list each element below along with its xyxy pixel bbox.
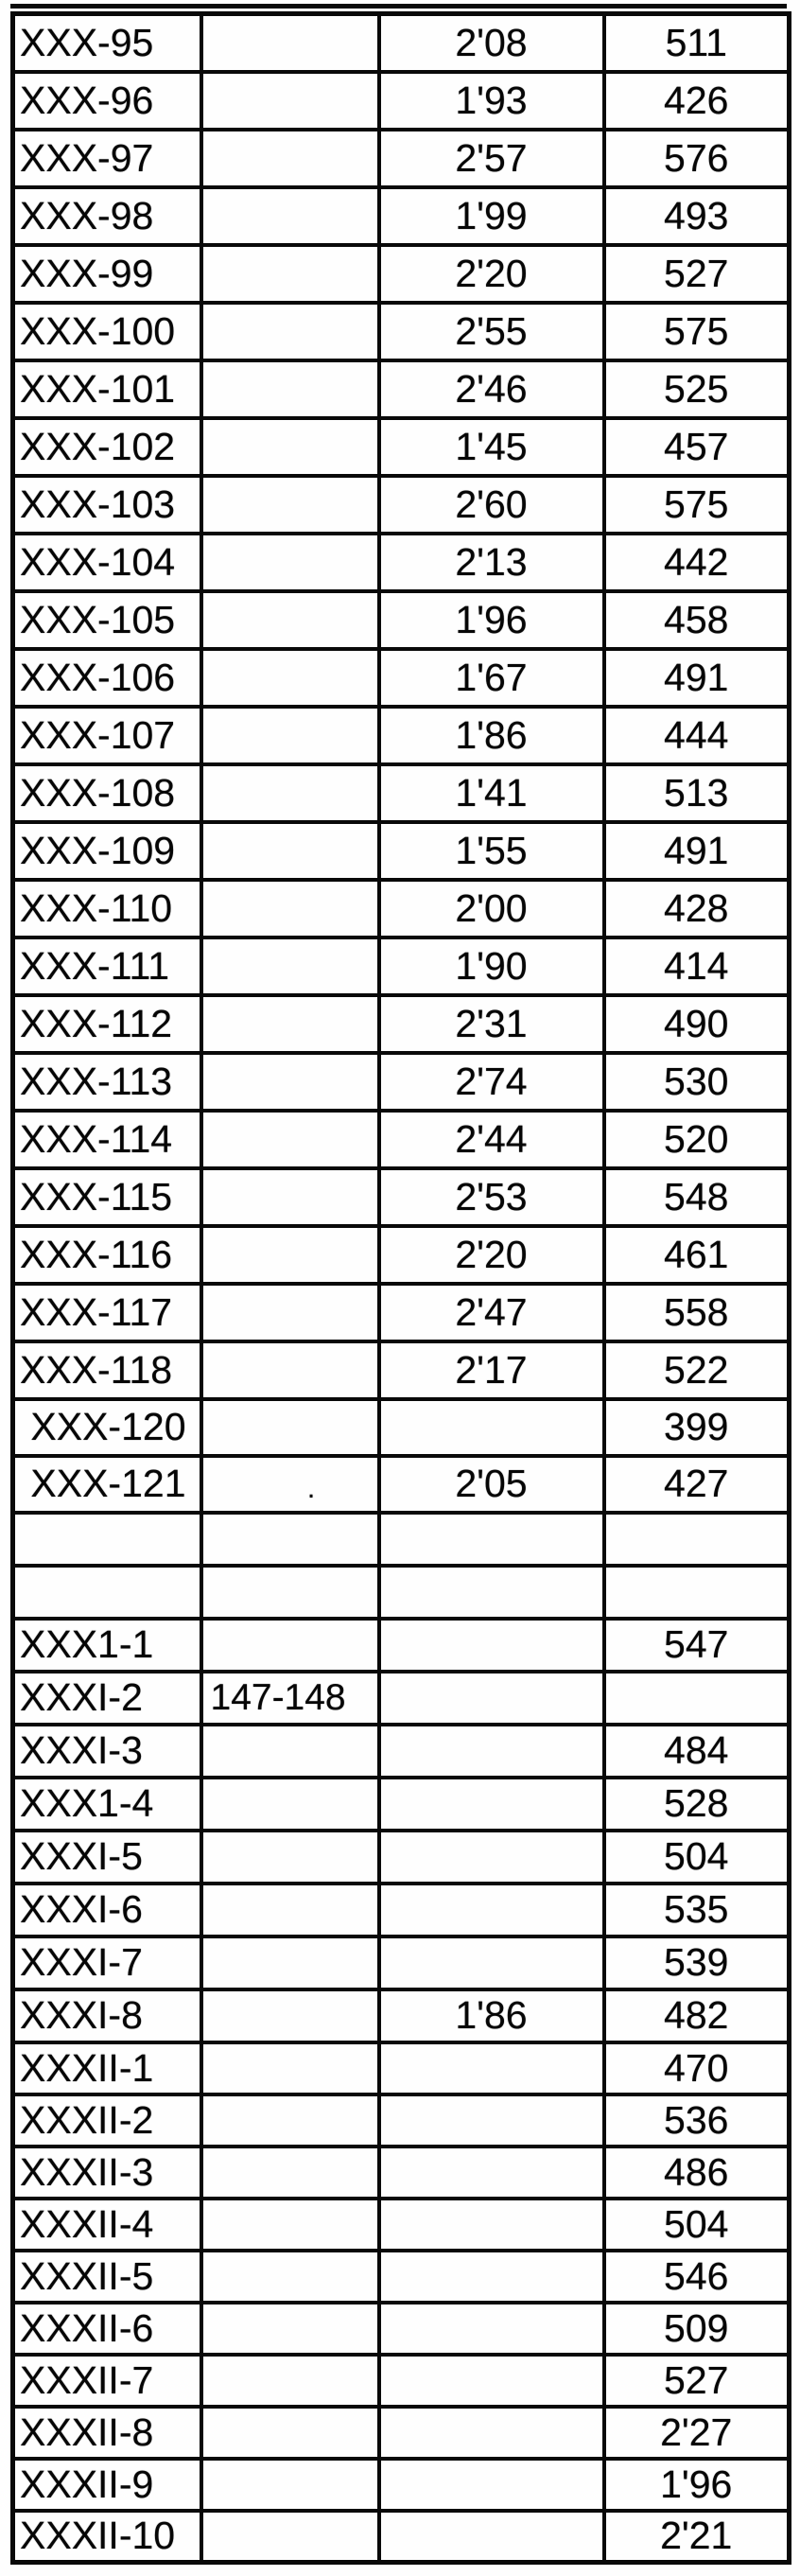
table-cell: XXXII-10 bbox=[13, 2511, 201, 2563]
table-cell bbox=[379, 2147, 604, 2199]
table-cell: XXX-103 bbox=[13, 476, 201, 534]
table-row bbox=[13, 938, 790, 995]
table-cell: 575 bbox=[604, 303, 790, 360]
table-cell bbox=[201, 2407, 379, 2459]
table-cell: 539 bbox=[604, 1936, 790, 1989]
table-cell: 1'90 bbox=[379, 938, 604, 995]
table-cell bbox=[379, 2355, 604, 2407]
table-row bbox=[13, 2042, 790, 2094]
table-cell bbox=[201, 1284, 379, 1341]
table-row bbox=[13, 418, 790, 476]
table-cell: 2'53 bbox=[379, 1168, 604, 1226]
table-cell: XXX-101 bbox=[13, 360, 201, 418]
table-cell: 513 bbox=[604, 764, 790, 822]
cut-off-row-border-line bbox=[10, 4, 787, 9]
table-row bbox=[13, 591, 790, 649]
table-cell bbox=[379, 2303, 604, 2355]
table-cell: XXX-95 bbox=[13, 14, 201, 72]
table-cell bbox=[201, 2042, 379, 2094]
table-cell bbox=[201, 1399, 379, 1456]
table-cell bbox=[379, 1936, 604, 1989]
table-cell bbox=[201, 1513, 379, 1566]
table-cell: 444 bbox=[604, 707, 790, 764]
table-cell: 547 bbox=[604, 1619, 790, 1672]
table-cell bbox=[201, 245, 379, 303]
table-cell: XXXII-3 bbox=[13, 2147, 201, 2199]
table-cell bbox=[201, 130, 379, 187]
table-cell: XXXI-3 bbox=[13, 1725, 201, 1778]
table-cell: XXXII-8 bbox=[13, 2407, 201, 2459]
table-cell: XXX-106 bbox=[13, 649, 201, 707]
table-cell bbox=[201, 2251, 379, 2303]
table-cell: 527 bbox=[604, 245, 790, 303]
table-row bbox=[13, 1053, 790, 1111]
table-cell: 2'60 bbox=[379, 476, 604, 534]
table-row bbox=[13, 72, 790, 130]
table-cell: XXXII-2 bbox=[13, 2094, 201, 2147]
table-cell: 470 bbox=[604, 2042, 790, 2094]
table-row bbox=[13, 1936, 790, 1989]
table-row bbox=[13, 995, 790, 1053]
table-cell: XXXII-7 bbox=[13, 2355, 201, 2407]
table-cell bbox=[201, 1619, 379, 1672]
table-cell: 484 bbox=[604, 1725, 790, 1778]
table-cell: 2'44 bbox=[379, 1111, 604, 1168]
table-cell: 1'67 bbox=[379, 649, 604, 707]
table-cell bbox=[201, 649, 379, 707]
table-cell: XXX-96 bbox=[13, 72, 201, 130]
table-cell bbox=[379, 2251, 604, 2303]
table-cell: XXX-114 bbox=[13, 1111, 201, 1168]
compound-results-table bbox=[10, 11, 791, 2565]
table-row bbox=[13, 822, 790, 880]
table-cell: 1'93 bbox=[379, 72, 604, 130]
table-row bbox=[13, 2199, 790, 2251]
table-cell: 535 bbox=[604, 1884, 790, 1936]
table-row bbox=[13, 2094, 790, 2147]
table-cell: XXXII-1 bbox=[13, 2042, 201, 2094]
table-cell bbox=[379, 1399, 604, 1456]
table-cell bbox=[379, 1884, 604, 1936]
table-row bbox=[13, 1168, 790, 1226]
table-row bbox=[13, 2459, 790, 2511]
table-cell bbox=[201, 2303, 379, 2355]
table-cell: 527 bbox=[604, 2355, 790, 2407]
table-cell bbox=[201, 534, 379, 591]
table-cell bbox=[201, 591, 379, 649]
table-cell: XXX-99 bbox=[13, 245, 201, 303]
table-cell bbox=[201, 2355, 379, 2407]
table-cell: XXX-98 bbox=[13, 187, 201, 245]
table-cell bbox=[201, 2199, 379, 2251]
table-cell bbox=[201, 72, 379, 130]
table-cell: XXX-112 bbox=[13, 995, 201, 1053]
table-cell: 504 bbox=[604, 1831, 790, 1884]
table-row bbox=[13, 130, 790, 187]
table-cell bbox=[201, 1884, 379, 1936]
table-cell: 2'27 bbox=[604, 2407, 790, 2459]
table-cell: 2'17 bbox=[379, 1341, 604, 1399]
table-cell bbox=[379, 2042, 604, 2094]
table-cell bbox=[379, 2407, 604, 2459]
table-cell bbox=[379, 2094, 604, 2147]
table-cell: XXX-104 bbox=[13, 534, 201, 591]
table-cell: XXXII-9 bbox=[13, 2459, 201, 2511]
table-cell: XXX-120 bbox=[13, 1399, 201, 1456]
table-row bbox=[13, 2355, 790, 2407]
table-cell bbox=[201, 476, 379, 534]
table-cell: XXX-117 bbox=[13, 1284, 201, 1341]
table-cell bbox=[13, 1566, 201, 1619]
table-cell: XXX1-1 bbox=[13, 1619, 201, 1672]
table-cell: 442 bbox=[604, 534, 790, 591]
compound-results-table-body bbox=[13, 14, 790, 2563]
table-cell: XXX-102 bbox=[13, 418, 201, 476]
table-row bbox=[13, 1284, 790, 1341]
table-cell bbox=[379, 1831, 604, 1884]
table-cell: XXXI-8 bbox=[13, 1989, 201, 2042]
table-cell bbox=[13, 1513, 201, 1566]
table-cell: 530 bbox=[604, 1053, 790, 1111]
table-row bbox=[13, 303, 790, 360]
table-cell bbox=[201, 1936, 379, 1989]
table-row bbox=[13, 1456, 790, 1513]
table-cell: XXX-118 bbox=[13, 1341, 201, 1399]
table-cell: XXX-107 bbox=[13, 707, 201, 764]
table-cell: 491 bbox=[604, 649, 790, 707]
table-row bbox=[13, 1226, 790, 1284]
table-cell bbox=[201, 1989, 379, 2042]
table-cell: 428 bbox=[604, 880, 790, 938]
table-cell: XXX-113 bbox=[13, 1053, 201, 1111]
table-cell bbox=[201, 187, 379, 245]
table-cell: 2'21 bbox=[604, 2511, 790, 2563]
table-row bbox=[13, 1778, 790, 1831]
table-cell: 486 bbox=[604, 2147, 790, 2199]
table-cell: XXX-109 bbox=[13, 822, 201, 880]
table-row bbox=[13, 2251, 790, 2303]
table-row bbox=[13, 187, 790, 245]
table-cell bbox=[604, 1672, 790, 1725]
table-cell bbox=[604, 1513, 790, 1566]
table-cell: 1'86 bbox=[379, 707, 604, 764]
table-cell bbox=[201, 14, 379, 72]
table-cell: 2'05 bbox=[379, 1456, 604, 1513]
table-cell bbox=[379, 1619, 604, 1672]
table-cell bbox=[379, 1672, 604, 1725]
table-cell: 458 bbox=[604, 591, 790, 649]
table-cell: 2'47 bbox=[379, 1284, 604, 1341]
table-cell: XXX-100 bbox=[13, 303, 201, 360]
table-cell: 1'55 bbox=[379, 822, 604, 880]
table-cell: 536 bbox=[604, 2094, 790, 2147]
table-cell: 493 bbox=[604, 187, 790, 245]
table-cell: 1'99 bbox=[379, 187, 604, 245]
table-cell bbox=[379, 1513, 604, 1566]
table-cell: XXXI-6 bbox=[13, 1884, 201, 1936]
table-cell: XXX-110 bbox=[13, 880, 201, 938]
table-row bbox=[13, 245, 790, 303]
table-cell: 520 bbox=[604, 1111, 790, 1168]
table-cell: XXX-116 bbox=[13, 1226, 201, 1284]
table-cell: XXX-111 bbox=[13, 938, 201, 995]
table-cell bbox=[201, 2147, 379, 2199]
table-cell bbox=[201, 2094, 379, 2147]
table-cell bbox=[379, 1778, 604, 1831]
table-cell bbox=[201, 1831, 379, 1884]
table-cell: 457 bbox=[604, 418, 790, 476]
table-row bbox=[13, 14, 790, 72]
table-cell bbox=[201, 1566, 379, 1619]
table-cell: 2'55 bbox=[379, 303, 604, 360]
table-cell: 461 bbox=[604, 1226, 790, 1284]
table-cell bbox=[201, 1053, 379, 1111]
table-row bbox=[13, 360, 790, 418]
table-cell: 511 bbox=[604, 14, 790, 72]
table-row bbox=[13, 2303, 790, 2355]
table-cell: 2'20 bbox=[379, 1226, 604, 1284]
table-cell: XXXI-7 bbox=[13, 1936, 201, 1989]
table-cell: 490 bbox=[604, 995, 790, 1053]
table-row bbox=[13, 880, 790, 938]
table-cell bbox=[201, 1168, 379, 1226]
table-cell bbox=[604, 1566, 790, 1619]
table-cell: XXXII-5 bbox=[13, 2251, 201, 2303]
table-cell: 2'31 bbox=[379, 995, 604, 1053]
table-row bbox=[13, 1566, 790, 1619]
table-cell bbox=[379, 2199, 604, 2251]
table-cell: XXX1-4 bbox=[13, 1778, 201, 1831]
table-cell: 525 bbox=[604, 360, 790, 418]
table-cell bbox=[201, 880, 379, 938]
table-row bbox=[13, 1989, 790, 2042]
table-cell bbox=[379, 1725, 604, 1778]
table-row bbox=[13, 1513, 790, 1566]
table-cell: 1'96 bbox=[604, 2459, 790, 2511]
table-cell: 1'96 bbox=[379, 591, 604, 649]
table-cell: 575 bbox=[604, 476, 790, 534]
table-cell: 546 bbox=[604, 2251, 790, 2303]
table-cell: 558 bbox=[604, 1284, 790, 1341]
table-cell: 426 bbox=[604, 72, 790, 130]
table-cell: 427 bbox=[604, 1456, 790, 1513]
table-row bbox=[13, 764, 790, 822]
table-cell bbox=[201, 995, 379, 1053]
table-cell: XXXII-4 bbox=[13, 2199, 201, 2251]
table-cell: 2'74 bbox=[379, 1053, 604, 1111]
table-cell: XXX-97 bbox=[13, 130, 201, 187]
table-cell bbox=[201, 1111, 379, 1168]
table-cell bbox=[201, 2459, 379, 2511]
table-cell: XXXII-6 bbox=[13, 2303, 201, 2355]
table-cell: XXX-115 bbox=[13, 1168, 201, 1226]
table-row bbox=[13, 476, 790, 534]
table-cell: XXX-108 bbox=[13, 764, 201, 822]
table-cell bbox=[379, 2459, 604, 2511]
table-row bbox=[13, 1111, 790, 1168]
table-cell bbox=[201, 707, 379, 764]
table-cell: 2'00 bbox=[379, 880, 604, 938]
table-cell: 147-148 bbox=[201, 1672, 379, 1725]
table-cell bbox=[201, 1725, 379, 1778]
table-cell: . bbox=[201, 1456, 379, 1513]
table-cell bbox=[201, 764, 379, 822]
table-cell: 399 bbox=[604, 1399, 790, 1456]
table-cell: 2'13 bbox=[379, 534, 604, 591]
table-row bbox=[13, 649, 790, 707]
table-cell: 2'57 bbox=[379, 130, 604, 187]
table-row bbox=[13, 1341, 790, 1399]
table-cell: XXXI-2 bbox=[13, 1672, 201, 1725]
table-row bbox=[13, 1399, 790, 1456]
table-cell bbox=[201, 360, 379, 418]
table-cell bbox=[379, 1566, 604, 1619]
table-row bbox=[13, 2147, 790, 2199]
table-cell: XXX-121 bbox=[13, 1456, 201, 1513]
table-cell bbox=[201, 303, 379, 360]
table-cell: 482 bbox=[604, 1989, 790, 2042]
table-cell bbox=[379, 2511, 604, 2563]
table-cell bbox=[201, 1778, 379, 1831]
table-cell: 2'20 bbox=[379, 245, 604, 303]
table-row bbox=[13, 1884, 790, 1936]
table-cell bbox=[201, 418, 379, 476]
table-cell: 548 bbox=[604, 1168, 790, 1226]
table-cell: 504 bbox=[604, 2199, 790, 2251]
table-cell: 2'08 bbox=[379, 14, 604, 72]
table-cell: XXXI-5 bbox=[13, 1831, 201, 1884]
table-cell: 414 bbox=[604, 938, 790, 995]
table-row bbox=[13, 1725, 790, 1778]
table-cell bbox=[201, 2511, 379, 2563]
table-cell: 1'41 bbox=[379, 764, 604, 822]
table-row bbox=[13, 1672, 790, 1725]
table-cell bbox=[201, 1341, 379, 1399]
table-row bbox=[13, 707, 790, 764]
table-cell: 1'45 bbox=[379, 418, 604, 476]
table-cell bbox=[201, 938, 379, 995]
table-cell: 528 bbox=[604, 1778, 790, 1831]
table-row bbox=[13, 534, 790, 591]
table-cell: XXX-105 bbox=[13, 591, 201, 649]
table-cell: 576 bbox=[604, 130, 790, 187]
table-row bbox=[13, 2407, 790, 2459]
table-cell: 1'86 bbox=[379, 1989, 604, 2042]
table-cell bbox=[201, 1226, 379, 1284]
table-row bbox=[13, 2511, 790, 2563]
table-cell bbox=[201, 822, 379, 880]
table-row bbox=[13, 1619, 790, 1672]
table-row bbox=[13, 1831, 790, 1884]
table-cell: 491 bbox=[604, 822, 790, 880]
table-cell: 522 bbox=[604, 1341, 790, 1399]
table-cell: 509 bbox=[604, 2303, 790, 2355]
table-cell: 2'46 bbox=[379, 360, 604, 418]
